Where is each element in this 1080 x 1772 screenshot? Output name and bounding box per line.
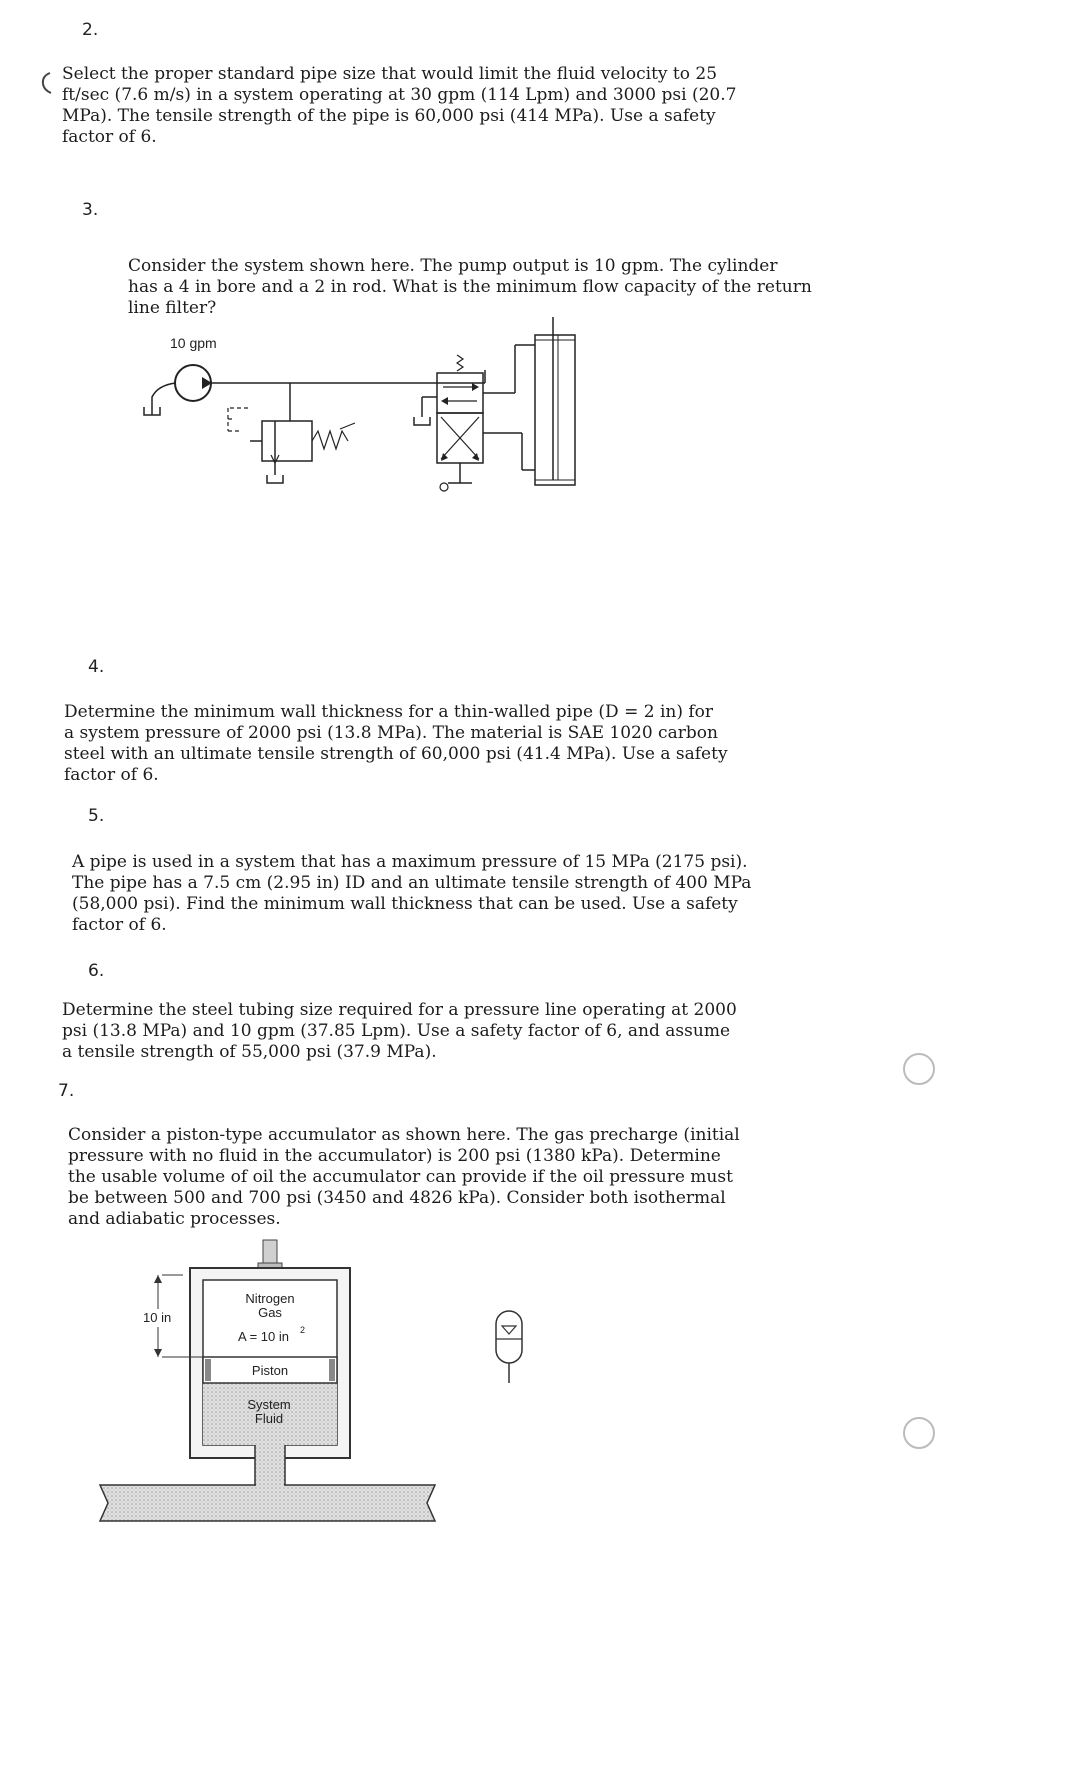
- flow-label: 10 gpm: [170, 335, 217, 351]
- accumulator-symbol: [488, 1303, 534, 1393]
- problem-6-number: 6.: [88, 961, 105, 981]
- problem-5-number: 5.: [88, 806, 105, 826]
- problem-7-text: Consider a piston-type accumulator as shown here. The gas precharge (initial pressure with no fluid in the accumulator) is 200 psi (1380 kPa). Determine the usable volume of oil the accumulator can provide if the oil pressure must be between 500 and 700 psi (3450 and 4826 kPa). Consider both isothermal and adiabatic processes.: [68, 1125, 740, 1229]
- gas-label-2: Gas: [258, 1305, 282, 1320]
- problem-3-number: 3.: [82, 200, 99, 220]
- fluid-label-1: System: [247, 1397, 291, 1412]
- margin-circle-1: [903, 1053, 935, 1085]
- problem-4-text: Determine the minimum wall thickness for a thin-walled pipe (D = 2 in) for a system pressure of 2000 psi (13.8 MPa). The material is SAE 1020 carbon steel with an ultimate tensile strength of 60,000 psi (41.4 MPa). Use a safety factor of 6.: [64, 702, 728, 785]
- fluid-label-2: Fluid: [254, 1411, 284, 1426]
- valve-tank-symbol: [414, 417, 430, 425]
- problem-6-text: Determine the steel tubing size required for a pressure line operating at 2000 psi (13.8 MPa) and 10 gpm (37.85 Lpm). Use a safety factor of 6, and assume a tensile strength of 55,000 psi (37.9 MPa).: [62, 1000, 737, 1062]
- problem-4-number: 4.: [88, 657, 105, 677]
- directional-valve-upper: [437, 373, 483, 413]
- hydraulic-circuit-diagram: [130, 315, 600, 515]
- relief-valve-symbol: [262, 421, 312, 461]
- problem-3-text: Consider the system shown here. The pump output is 10 gpm. The cylinder has a 4 in bore and a 2 in rod. What is the minimum flow capacity of the return line filter?: [128, 256, 812, 318]
- area-exponent: 2: [300, 1325, 306, 1335]
- gas-label-1: Nitrogen: [245, 1291, 295, 1306]
- accumulator-diagram: [95, 1235, 445, 1570]
- valve-spring: [457, 355, 463, 371]
- bracket-mark: [38, 70, 54, 96]
- system-pipe: [100, 1485, 435, 1521]
- problem-7-number: 7.: [58, 1081, 75, 1101]
- area-label: A = 10 in: [238, 1329, 289, 1344]
- gas-valve: [263, 1240, 277, 1266]
- piston-label: Piston: [251, 1363, 289, 1378]
- height-label: 10 in: [143, 1310, 172, 1325]
- problem-2-text: Select the proper standard pipe size that would limit the fluid velocity to 25 ft/sec (7.6 m/s) in a system operating at 30 gpm (114 Lpm) and 3000 psi (20.7 MPa). The tensile strength of the pipe is 60,000 psi (414 MPa). Use a safety factor of 6.: [62, 64, 737, 147]
- problem-2-number: 2.: [82, 20, 99, 40]
- hydraulic-cylinder: [535, 335, 575, 485]
- margin-circle-2: [903, 1417, 935, 1449]
- relief-spring: [312, 431, 348, 449]
- relief-tank-symbol: [267, 475, 283, 483]
- problem-5-text: A pipe is used in a system that has a maximum pressure of 15 MPa (2175 psi). The pipe has a 7.5 cm (2.95 in) ID and an ultimate tensile strength of 400 MPa (58,000 psi). Find the minimum wall thickness that can be used. Use a safety factor of 6.: [72, 852, 752, 935]
